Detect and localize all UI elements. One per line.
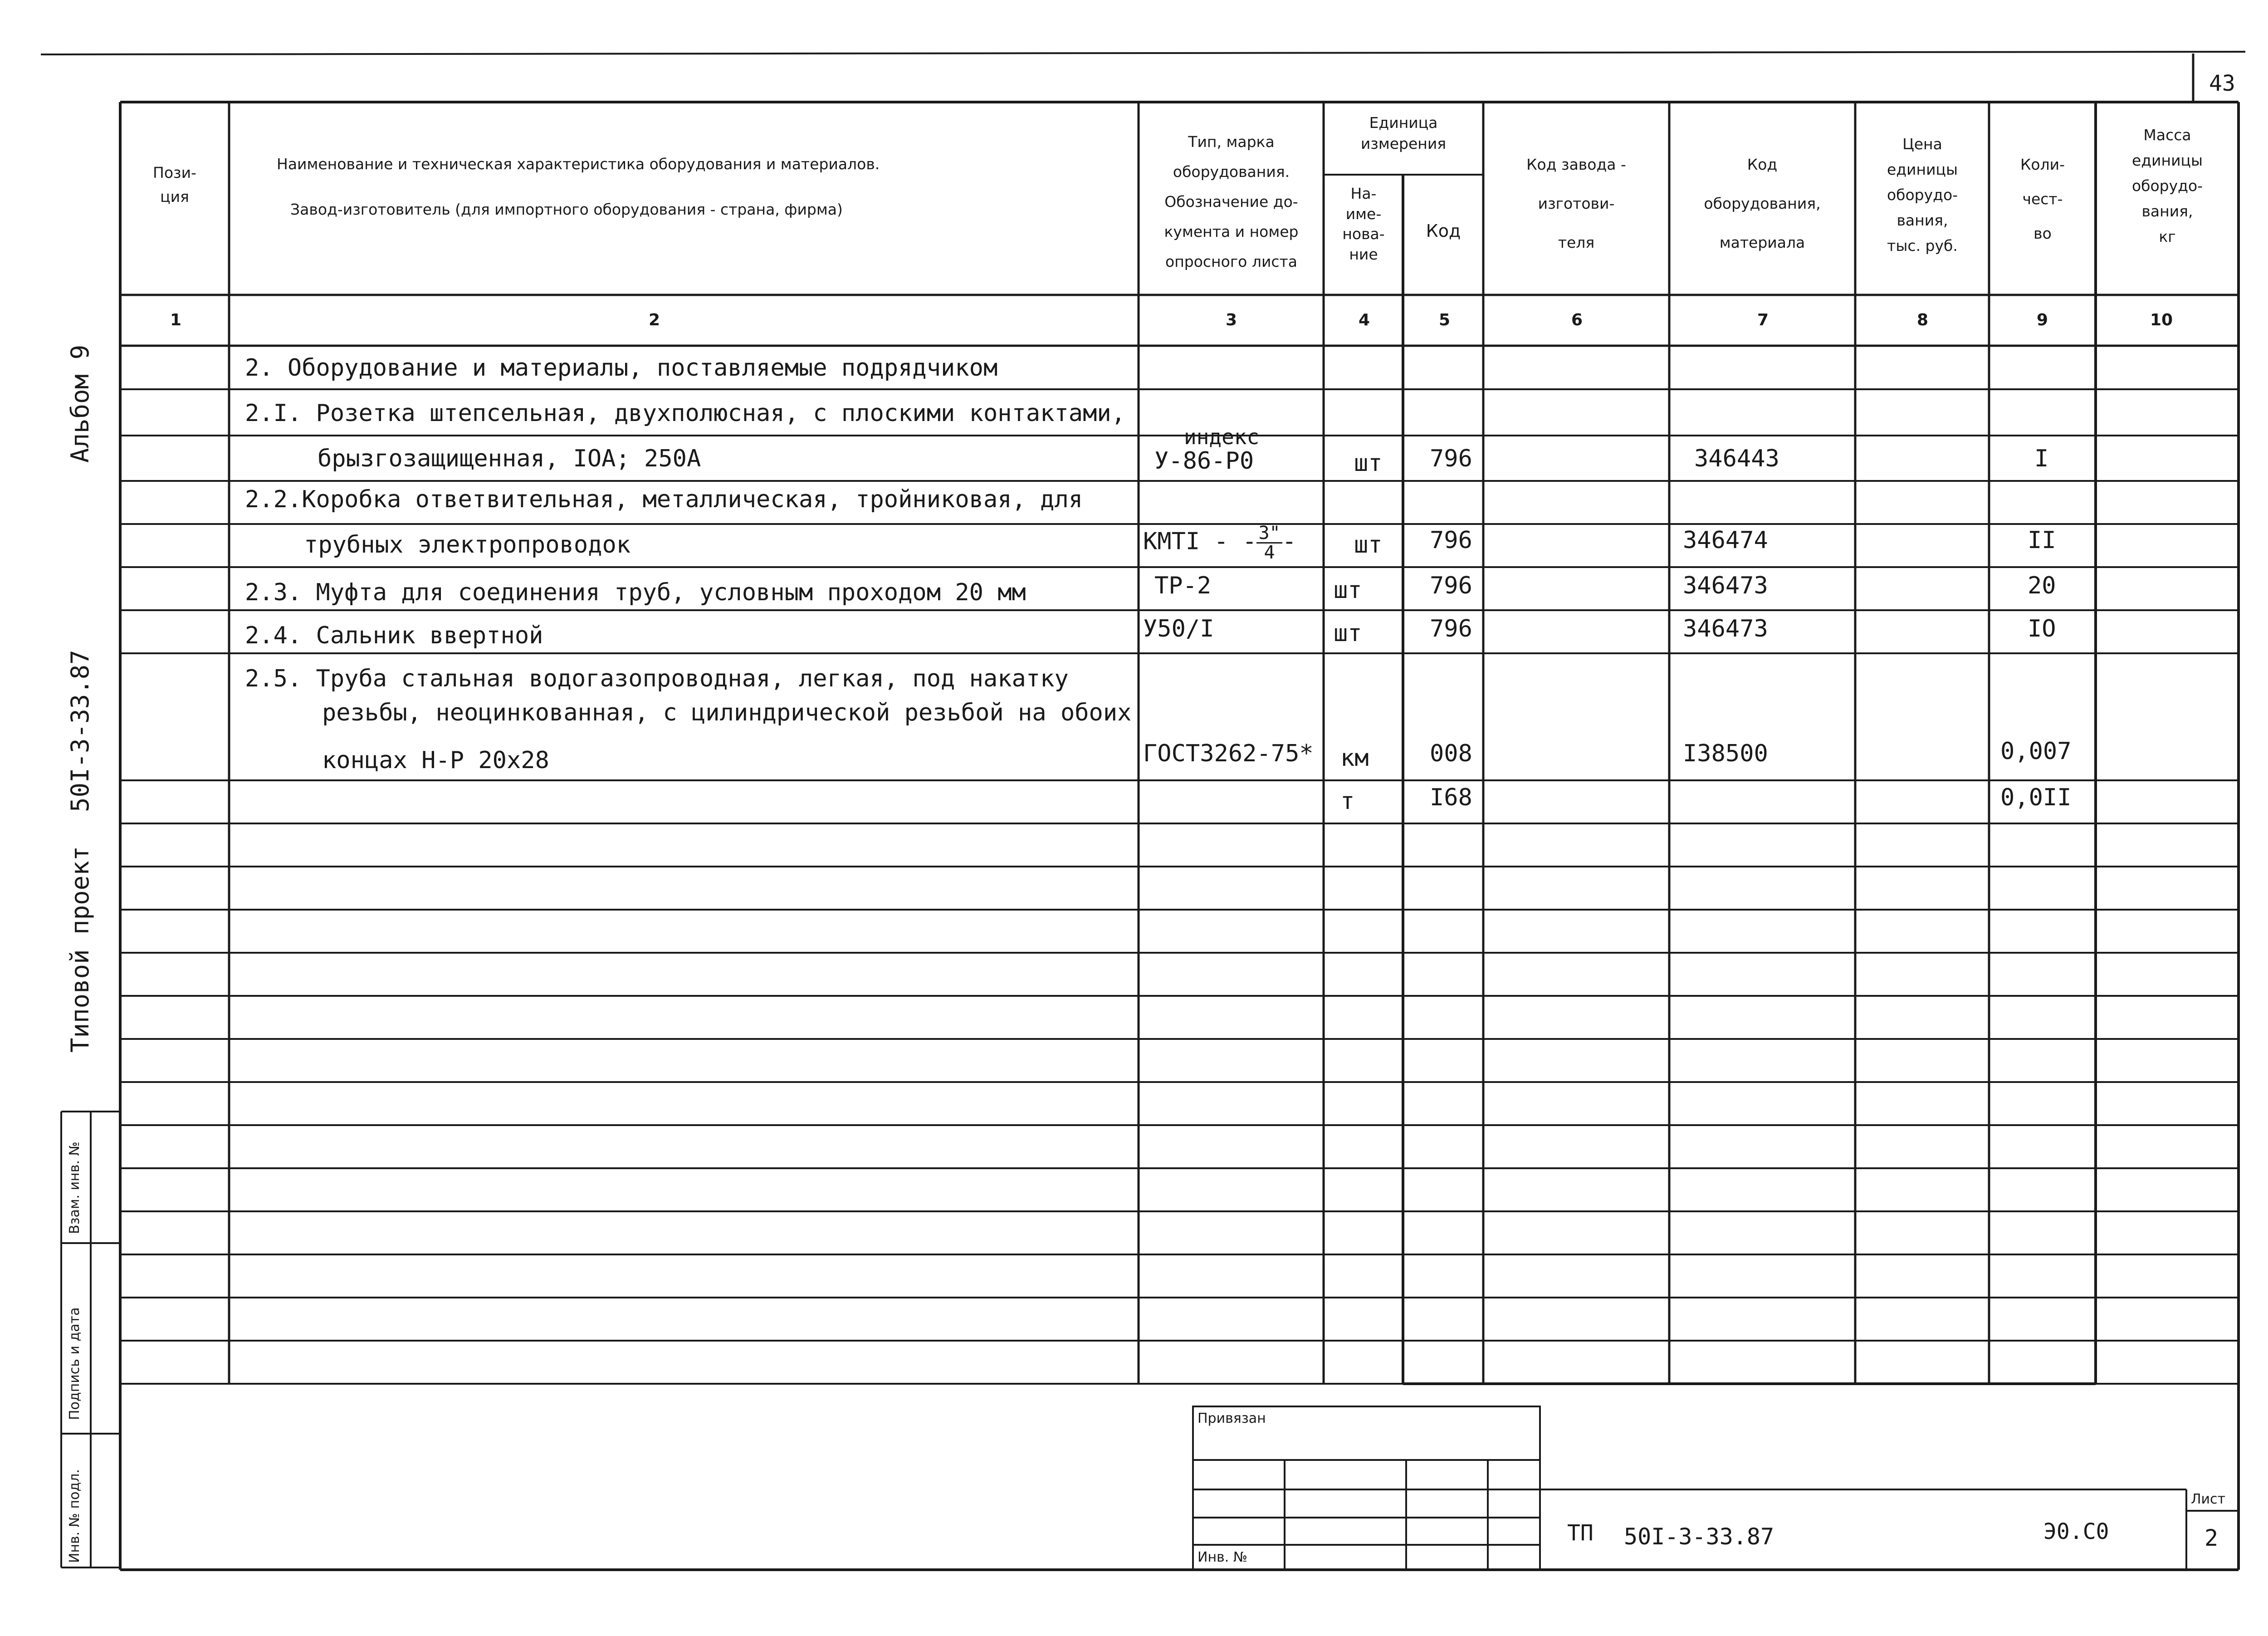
item-2-1-code: 796 xyxy=(1430,445,1472,472)
item-2-1-type-top: индекс xyxy=(1184,425,1260,449)
item-2-4-code: 796 xyxy=(1430,615,1472,642)
item-2-1-type: У-86-Р0 xyxy=(1154,447,1254,475)
item-2-3-qty: 20 xyxy=(2028,572,2056,599)
item-2-1-unit: шт xyxy=(1354,450,1383,477)
section-2-title: 2. Оборудование и материалы, поставляемые подрядчиком xyxy=(245,354,998,382)
item-2-2-material: 346474 xyxy=(1683,527,1768,554)
fraction-numerator: 3" xyxy=(1256,524,1282,544)
item-2-2-type-tail: - xyxy=(1282,528,1296,555)
header-unit-code: Код xyxy=(1426,221,1461,241)
header-quantity: Коли- чест- во xyxy=(2020,156,2065,242)
item-2-3-name: 2.3. Муфта для соединения труб, условным проходом 20 мм xyxy=(245,579,1026,606)
item-2-2-name-line1: 2.2.Коробка ответвительная, металлическая, тройниковая, для xyxy=(245,486,1083,513)
item-2-1-name-line2: брызгозащищенная, IOA; 250А xyxy=(318,445,701,472)
side-project-label: Типовой проект xyxy=(66,846,94,1053)
stamp-sheet-label: Лист xyxy=(2191,1491,2226,1507)
item-2-5-type: ГОСТ3262-75* xyxy=(1143,740,1314,767)
item-2-4-name: 2.4. Сальник ввертной xyxy=(245,622,543,649)
colnum-2: 2 xyxy=(649,311,660,329)
item-2-3-material: 346473 xyxy=(1683,572,1768,599)
colnum-10: 10 xyxy=(2150,311,2173,329)
item-2-2-type-fraction xyxy=(1256,524,1282,562)
item-2-4-qty: IO xyxy=(2028,615,2056,642)
item-2-5-name-line1: 2.5. Труба стальная водогазопроводная, легкая, под накатку xyxy=(245,665,1069,692)
side-podpis-data: Подпись и дата xyxy=(67,1307,83,1420)
header-mass: Масса единицы оборудо- вания, кг xyxy=(2131,126,2203,246)
item-2-3-type: ТР-2 xyxy=(1154,572,1212,599)
colnum-8: 8 xyxy=(1917,311,1929,329)
stamp-doc-code: 50I-3-33.87 xyxy=(1624,1523,1774,1550)
header-unit-group: Единица измерения xyxy=(1360,114,1447,153)
colnum-4: 4 xyxy=(1359,311,1370,329)
header-unit-price: Цена единицы оборудо- вания, тыс. руб. xyxy=(1887,135,1958,255)
side-project-code: 50I-3-33.87 xyxy=(66,650,94,812)
fraction-denominator: 4 xyxy=(1264,542,1275,563)
item-2-5-name-line3: концах Н-Р 20х28 xyxy=(322,747,549,774)
header-name-line2: Завод-изготовитель (для импортного оборудования - страна, фирма) xyxy=(290,201,843,218)
item-2-4-unit: шт xyxy=(1334,620,1362,647)
item-2-3-unit: шт xyxy=(1334,577,1362,604)
item-2-2-name-line2: трубных электропроводок xyxy=(304,531,631,558)
item-2-1-qty: I xyxy=(2034,445,2049,472)
item-2-5-qty-km: 0,007 xyxy=(2000,738,2072,765)
header-material-code: Код оборудования, материала xyxy=(1704,156,1821,251)
item-2-3-code: 796 xyxy=(1430,572,1472,599)
item-2-2-unit: шт xyxy=(1354,531,1383,558)
stamp-mark: Э0.С0 xyxy=(2043,1519,2109,1544)
side-inv-podl: Инв. № подл. xyxy=(67,1469,83,1563)
item-2-5-unit-t: т xyxy=(1340,788,1355,815)
item-2-2-code: 796 xyxy=(1430,527,1472,554)
item-2-5-qty-t: 0,0II xyxy=(2000,784,2072,811)
header-factory-code: Код завода - изготови- теля xyxy=(1526,156,1626,251)
colnum-5: 5 xyxy=(1439,311,1451,329)
header-name-line1: Наименование и техническая характеристика оборудования и материалов. xyxy=(277,155,880,173)
item-2-2-qty: II xyxy=(2028,527,2056,554)
item-2-4-material: 346473 xyxy=(1683,615,1768,642)
header-type-mark: Тип, марка оборудования. Обозначение до- кумента и номер опросного листа xyxy=(1164,133,1299,270)
item-2-1-name-line1: 2.I. Розетка штепсельная, двухполюсная, с плоскими контактами, xyxy=(245,400,1126,427)
page-number: 43 xyxy=(2209,71,2235,96)
stamp-tp: ТП xyxy=(1567,1520,1593,1546)
item-2-5-code-008: 008 xyxy=(1430,740,1472,767)
colnum-3: 3 xyxy=(1226,311,1237,329)
item-2-5-code-168: I68 xyxy=(1430,784,1472,811)
side-vzam-inv: Взам. инв. № xyxy=(67,1141,83,1234)
header-unit-name: На- име- нова- ние xyxy=(1342,185,1385,263)
header-position: Пози- ция xyxy=(153,164,196,206)
item-2-4-type: У50/I xyxy=(1143,615,1214,642)
stamp-inv-no: Инв. № xyxy=(1198,1549,1248,1565)
stamp-privyazan: Привязан xyxy=(1198,1411,1266,1426)
item-2-2-type-text: КМТI - - xyxy=(1143,528,1257,555)
colnum-9: 9 xyxy=(2037,311,2048,329)
item-2-2-type xyxy=(1143,524,1296,562)
side-album: Альбом 9 xyxy=(66,344,94,463)
stamp-sheet-number: 2 xyxy=(2204,1525,2219,1551)
item-2-5-name-line2: резьбы, неоцинкованная, с цилиндрической резьбой на обоих xyxy=(322,699,1132,726)
item-2-1-material: 346443 xyxy=(1694,445,1779,472)
colnum-6: 6 xyxy=(1571,311,1583,329)
colnum-1: 1 xyxy=(170,311,182,329)
item-2-5-material: I38500 xyxy=(1683,740,1768,767)
item-2-5-unit-km: км xyxy=(1340,745,1369,772)
colnum-7: 7 xyxy=(1757,311,1769,329)
